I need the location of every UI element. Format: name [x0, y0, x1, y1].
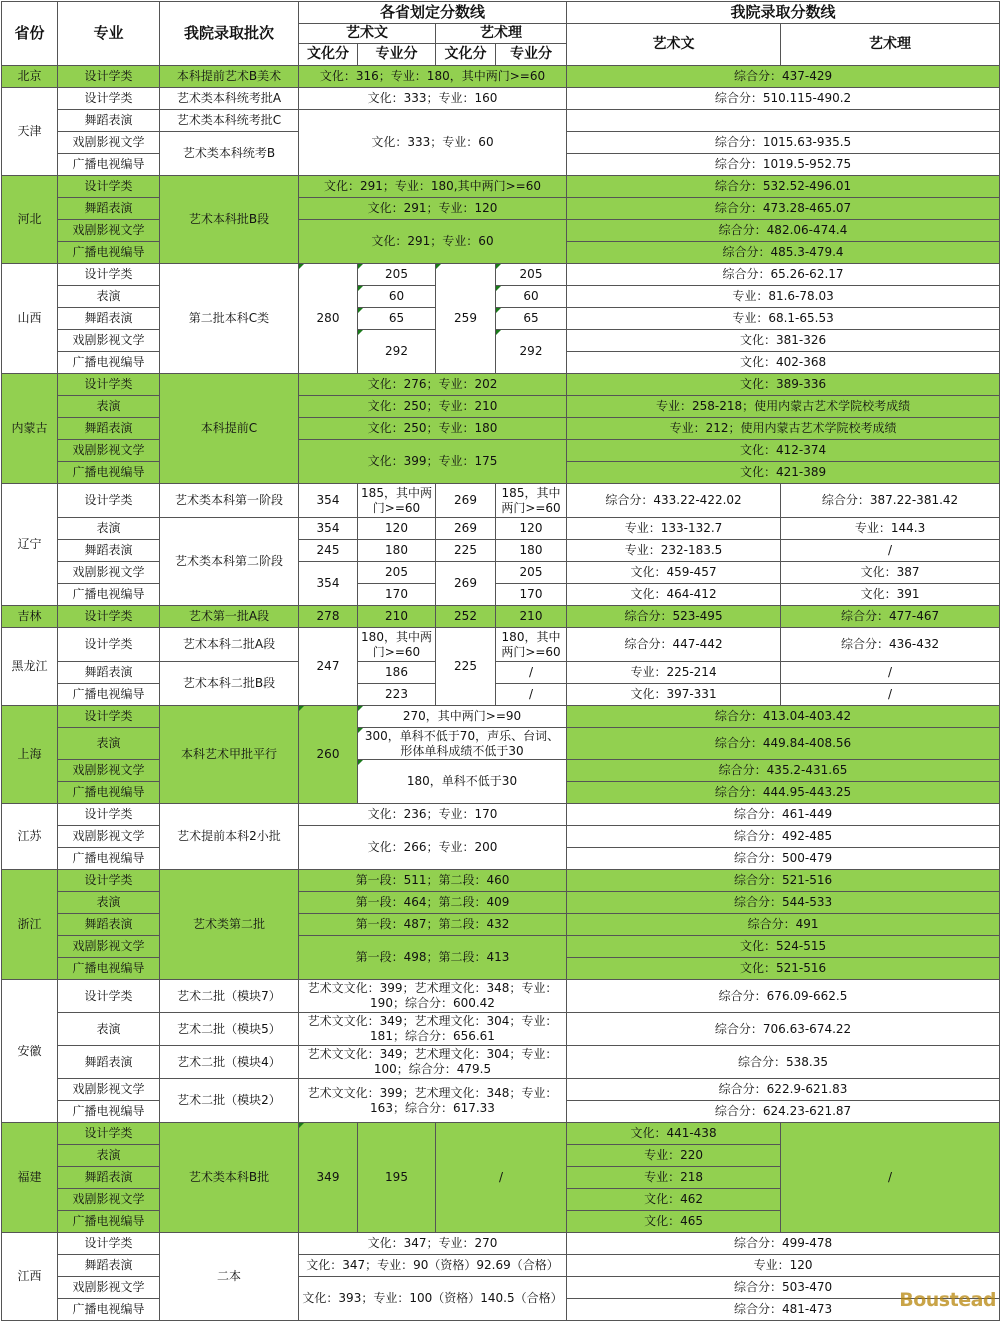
table-row — [2, 936, 1000, 958]
prof-cell: 270，其中两门>=90 — [358, 706, 567, 728]
major-cell: 戏剧影视文学 — [58, 936, 160, 958]
province-cell: 河北 — [2, 176, 58, 264]
result-cell: 综合分：538.35 — [567, 1046, 1000, 1079]
line-cell: 第一段：498；第二段：413 — [299, 936, 567, 980]
result-cell: 文化：402-368 — [567, 352, 1000, 374]
result-cell: 综合分：499-478 — [567, 1233, 1000, 1255]
result-li-cell: 专业：144.3 — [781, 518, 1000, 540]
table-row — [2, 396, 1000, 418]
line-cell: 艺术文文化：399；艺术理文化：348；专业：190；综合分：600.42 — [299, 980, 567, 1013]
major-cell: 戏剧影视文学 — [58, 440, 160, 462]
line-cell: 文化：399；专业：175 — [299, 440, 567, 484]
result-wen-cell: 专业：133-132.7 — [567, 518, 781, 540]
table-row — [2, 1123, 1000, 1145]
prof-wen-cell: 205 — [358, 264, 436, 286]
major-cell: 设计学类 — [58, 176, 160, 198]
header-arts-wen: 艺术文 — [299, 24, 436, 44]
table-row — [2, 198, 1000, 220]
table-row — [2, 286, 1000, 308]
culture-wen-cell: 354 — [299, 518, 358, 540]
result-cell: 专业：258-218；使用内蒙古艺术学院校考成绩 — [567, 396, 1000, 418]
major-cell: 舞蹈表演 — [58, 418, 160, 440]
batch-cell: 第二批本科C类 — [160, 264, 299, 374]
prof-li-cell: 60 — [496, 286, 567, 308]
prof-wen-cell: 223 — [358, 684, 436, 706]
line-cell: 文化：291；专业：180,其中两门>=60 — [299, 176, 567, 198]
result-cell: 综合分：521-516 — [567, 870, 1000, 892]
line-cell: 第一段：464；第二段：409 — [299, 892, 567, 914]
culture-wen-cell: 354 — [299, 484, 358, 518]
major-cell: 广播电视编导 — [58, 958, 160, 980]
batch-cell: 艺术类本科统考B — [160, 132, 299, 176]
major-cell: 设计学类 — [58, 628, 160, 662]
result-cell: 综合分：444.95-443.25 — [567, 782, 1000, 804]
major-cell: 广播电视编导 — [58, 352, 160, 374]
major-cell: 舞蹈表演 — [58, 914, 160, 936]
result-cell: 综合分：65.26-62.17 — [567, 264, 1000, 286]
result-li-cell: 综合分：436-432 — [781, 628, 1000, 662]
line-cell: 艺术文文化：349；艺术理文化：304；专业：181；综合分：656.61 — [299, 1013, 567, 1046]
result-li-cell: 综合分：477-467 — [781, 606, 1000, 628]
header-culture-li: 文化分 — [436, 44, 496, 66]
major-cell: 舞蹈表演 — [58, 1167, 160, 1189]
major-cell: 舞蹈表演 — [58, 110, 160, 132]
header-school-line: 我院录取分数线 — [567, 2, 1000, 24]
result-cell: 综合分：485.3-479.4 — [567, 242, 1000, 264]
batch-cell: 艺术本科二批A段 — [160, 628, 299, 662]
result-cell: 文化：389-336 — [567, 374, 1000, 396]
table-row — [2, 892, 1000, 914]
major-cell: 设计学类 — [58, 706, 160, 728]
result-cell: 综合分：461-449 — [567, 804, 1000, 826]
line-cell: 文化：316；专业：180，其中两门>=60 — [299, 66, 567, 88]
header-batch: 我院录取批次 — [160, 2, 299, 66]
province-cell: 天津 — [2, 88, 58, 176]
table-row — [2, 760, 1000, 782]
result-cell: 综合分：491 — [567, 914, 1000, 936]
line-cell: 文化：236；专业：170 — [299, 804, 567, 826]
result-cell: 综合分：500-479 — [567, 848, 1000, 870]
major-cell: 戏剧影视文学 — [58, 220, 160, 242]
province-cell: 吉林 — [2, 606, 58, 628]
table-row — [2, 176, 1000, 198]
header-province: 省份 — [2, 2, 58, 66]
province-cell: 辽宁 — [2, 484, 58, 606]
culture-li-cell: 269 — [436, 484, 496, 518]
major-cell: 设计学类 — [58, 264, 160, 286]
result-li-cell: / — [781, 684, 1000, 706]
table-row — [2, 706, 1000, 728]
result-cell: 专业：212；使用内蒙古艺术学院校考成绩 — [567, 418, 1000, 440]
result-cell: 文化：412-374 — [567, 440, 1000, 462]
result-cell: 综合分：1019.5-952.75 — [567, 154, 1000, 176]
table-row — [2, 330, 1000, 352]
province-cell: 江西 — [2, 1233, 58, 1321]
line-cell: 文化：333；专业：160 — [299, 88, 567, 110]
header-school-arts-wen: 艺术文 — [567, 24, 781, 66]
result-cell: 综合分：706.63-674.22 — [567, 1013, 1000, 1046]
major-cell: 设计学类 — [58, 1233, 160, 1255]
province-cell: 江苏 — [2, 804, 58, 870]
major-cell: 戏剧影视文学 — [58, 1079, 160, 1101]
prof-wen-cell: 292 — [358, 330, 436, 374]
prof-li-cell: 180，其中两门>=60 — [496, 628, 567, 662]
culture-wen-cell: 354 — [299, 562, 358, 606]
culture-li-cell: 269 — [436, 562, 496, 606]
admission-score-table — [1, 1, 1000, 1321]
result-wen-cell: 综合分：523-495 — [567, 606, 781, 628]
result-cell: 综合分：473.28-465.07 — [567, 198, 1000, 220]
major-cell: 表演 — [58, 1145, 160, 1167]
result-cell: 综合分：449.84-408.56 — [567, 728, 1000, 760]
prof-wen-cell: 180，其中两门>=60 — [358, 628, 436, 662]
table-row — [2, 684, 1000, 706]
major-cell: 广播电视编导 — [58, 242, 160, 264]
prof-li-cell: 180 — [496, 540, 567, 562]
batch-cell: 艺术本科二批B段 — [160, 662, 299, 706]
line-cell: 艺术文文化：349；艺术理文化：304；专业：100；综合分：479.5 — [299, 1046, 567, 1079]
major-cell: 广播电视编导 — [58, 462, 160, 484]
line-cell: 艺术文文化：399；艺术理文化：348；专业：163；综合分：617.33 — [299, 1079, 567, 1123]
major-cell: 广播电视编导 — [58, 848, 160, 870]
result-li-cell: / — [781, 662, 1000, 684]
table-row — [2, 518, 1000, 540]
culture-wen-cell: 245 — [299, 540, 358, 562]
result-wen-cell: 专业：220 — [567, 1145, 781, 1167]
major-cell: 舞蹈表演 — [58, 198, 160, 220]
major-cell: 戏剧影视文学 — [58, 330, 160, 352]
table-row — [2, 804, 1000, 826]
major-cell: 设计学类 — [58, 484, 160, 518]
major-cell: 舞蹈表演 — [58, 1255, 160, 1277]
result-cell: 专业：120 — [567, 1255, 1000, 1277]
line-cell: 文化：291；专业：120 — [299, 198, 567, 220]
culture-li-cell: 252 — [436, 606, 496, 628]
major-cell: 设计学类 — [58, 606, 160, 628]
batch-cell: 艺术类第二批 — [160, 870, 299, 980]
header-professional-li: 专业分 — [496, 44, 567, 66]
result-cell: 综合分：481-473 — [567, 1299, 1000, 1321]
result-wen-cell: 文化：397-331 — [567, 684, 781, 706]
result-wen-cell: 文化：462 — [567, 1189, 781, 1211]
table-row — [2, 628, 1000, 662]
header-provincial-line: 各省划定分数线 — [299, 2, 567, 24]
batch-cell: 本科艺术甲批平行 — [160, 706, 299, 804]
result-li-cell: / — [781, 1123, 1000, 1233]
table-row — [2, 66, 1000, 88]
major-cell: 设计学类 — [58, 88, 160, 110]
prof-wen-cell: 186 — [358, 662, 436, 684]
arts-li-cell: / — [436, 1123, 567, 1233]
culture-wen-cell: 349 — [299, 1123, 358, 1233]
major-cell: 广播电视编导 — [58, 1211, 160, 1233]
batch-cell: 艺术类本科统考批A — [160, 88, 299, 110]
result-wen-cell: 文化：441-438 — [567, 1123, 781, 1145]
result-wen-cell: 专业：232-183.5 — [567, 540, 781, 562]
line-cell: 文化：250；专业：210 — [299, 396, 567, 418]
province-cell: 黑龙江 — [2, 628, 58, 706]
major-cell: 表演 — [58, 1013, 160, 1046]
line-cell: 文化：276；专业：202 — [299, 374, 567, 396]
major-cell: 设计学类 — [58, 870, 160, 892]
header-professional-wen: 专业分 — [358, 44, 436, 66]
culture-li-cell: 225 — [436, 540, 496, 562]
line-cell: 第一段：487；第二段：432 — [299, 914, 567, 936]
major-cell: 戏剧影视文学 — [58, 760, 160, 782]
table-row — [2, 584, 1000, 606]
table-row — [2, 220, 1000, 242]
culture-wen-cell: 280 — [299, 264, 358, 374]
prof-li-cell: / — [496, 662, 567, 684]
table-row — [2, 980, 1000, 1013]
result-cell: 综合分：503-470 — [567, 1277, 1000, 1299]
line-cell: 文化：291；专业：60 — [299, 220, 567, 264]
result-wen-cell: 文化：465 — [567, 1211, 781, 1233]
prof-li-cell: 292 — [496, 330, 567, 374]
batch-cell: 本科提前艺术B美术 — [160, 66, 299, 88]
major-cell: 舞蹈表演 — [58, 308, 160, 330]
header-culture-wen: 文化分 — [299, 44, 358, 66]
batch-cell: 艺术类本科统考批C — [160, 110, 299, 132]
major-cell: 戏剧影视文学 — [58, 562, 160, 584]
watermark-logo: Boustead — [899, 1289, 996, 1311]
table-row — [2, 662, 1000, 684]
major-cell: 广播电视编导 — [58, 782, 160, 804]
batch-cell: 艺术二批（模块2） — [160, 1079, 299, 1123]
batch-cell: 二本 — [160, 1233, 299, 1321]
table-row — [2, 728, 1000, 760]
result-cell: 综合分：676.09-662.5 — [567, 980, 1000, 1013]
prof-li-cell: 120 — [496, 518, 567, 540]
table-row — [2, 870, 1000, 892]
culture-wen-cell: 247 — [299, 628, 358, 706]
table-row — [2, 1046, 1000, 1079]
table-row — [2, 1233, 1000, 1255]
prof-wen-cell: 60 — [358, 286, 436, 308]
major-cell: 舞蹈表演 — [58, 540, 160, 562]
line-cell: 文化：347；专业：270 — [299, 1233, 567, 1255]
province-cell: 福建 — [2, 1123, 58, 1233]
batch-cell: 艺术类本科B批 — [160, 1123, 299, 1233]
culture-li-cell: 269 — [436, 518, 496, 540]
result-cell: 文化：524-515 — [567, 936, 1000, 958]
prof-li-cell: 65 — [496, 308, 567, 330]
prof-wen-cell: 195 — [358, 1123, 436, 1233]
major-cell: 设计学类 — [58, 980, 160, 1013]
result-li-cell: 综合分：387.22-381.42 — [781, 484, 1000, 518]
result-cell: 综合分：532.52-496.01 — [567, 176, 1000, 198]
batch-cell: 艺术类本科第二阶段 — [160, 518, 299, 606]
line-cell: 文化：333；专业：60 — [299, 110, 567, 176]
result-cell: 综合分：437-429 — [567, 66, 1000, 88]
prof-li-cell: 210 — [496, 606, 567, 628]
result-cell: 综合分：544-533 — [567, 892, 1000, 914]
batch-cell: 艺术二批（模块5） — [160, 1013, 299, 1046]
table-row — [2, 308, 1000, 330]
major-cell: 戏剧影视文学 — [58, 826, 160, 848]
culture-cell: 260 — [299, 706, 358, 804]
result-cell: 综合分：622.9-621.83 — [567, 1079, 1000, 1101]
major-cell: 戏剧影视文学 — [58, 1277, 160, 1299]
line-cell: 文化：347；专业：90（资格）92.69（合格） — [299, 1255, 567, 1277]
table-row — [2, 1255, 1000, 1277]
table-row — [2, 914, 1000, 936]
result-cell: 综合分：624.23-621.87 — [567, 1101, 1000, 1123]
prof-li-cell: 205 — [496, 562, 567, 584]
table-row — [2, 484, 1000, 518]
province-cell: 浙江 — [2, 870, 58, 980]
line-cell: 文化：266；专业：200 — [299, 826, 567, 870]
prof-wen-cell: 180 — [358, 540, 436, 562]
batch-cell: 艺术本科批B段 — [160, 176, 299, 264]
prof-wen-cell: 210 — [358, 606, 436, 628]
major-cell: 舞蹈表演 — [58, 1046, 160, 1079]
major-cell: 设计学类 — [58, 1123, 160, 1145]
culture-li-cell: 225 — [436, 628, 496, 706]
batch-cell: 艺术类本科第一阶段 — [160, 484, 299, 518]
result-cell: 综合分：413.04-403.42 — [567, 706, 1000, 728]
line-cell: 文化：393；专业：100（资格）140.5（合格） — [299, 1277, 567, 1321]
major-cell: 表演 — [58, 728, 160, 760]
table-row — [2, 88, 1000, 110]
batch-cell: 艺术提前本科2小批 — [160, 804, 299, 870]
table-row — [2, 1079, 1000, 1101]
header-major: 专业 — [58, 2, 160, 66]
major-cell: 戏剧影视文学 — [58, 1189, 160, 1211]
culture-li-cell: 259 — [436, 264, 496, 374]
major-cell: 广播电视编导 — [58, 684, 160, 706]
result-cell: 文化：421-389 — [567, 462, 1000, 484]
result-cell: 综合分：435.2-431.65 — [567, 760, 1000, 782]
major-cell: 表演 — [58, 892, 160, 914]
major-cell: 戏剧影视文学 — [58, 132, 160, 154]
result-li-cell: / — [781, 540, 1000, 562]
result-cell: 专业：81.6-78.03 — [567, 286, 1000, 308]
header-arts-li: 艺术理 — [436, 24, 567, 44]
major-cell: 表演 — [58, 396, 160, 418]
culture-wen-cell: 278 — [299, 606, 358, 628]
result-cell: 专业：68.1-65.53 — [567, 308, 1000, 330]
line-cell: 第一段：511；第二段：460 — [299, 870, 567, 892]
result-cell: 文化：381-326 — [567, 330, 1000, 352]
major-cell: 广播电视编导 — [58, 1101, 160, 1123]
batch-cell: 艺术二批（模块7） — [160, 980, 299, 1013]
result-cell-empty — [567, 110, 1000, 132]
prof-li-cell: / — [496, 684, 567, 706]
header-school-arts-li: 艺术理 — [781, 24, 1000, 66]
major-cell: 广播电视编导 — [58, 154, 160, 176]
table-row — [2, 1277, 1000, 1299]
major-cell: 广播电视编导 — [58, 1299, 160, 1321]
prof-wen-cell: 65 — [358, 308, 436, 330]
result-cell: 综合分：492-485 — [567, 826, 1000, 848]
table-row — [2, 562, 1000, 584]
table-row — [2, 826, 1000, 848]
result-wen-cell: 专业：218 — [567, 1167, 781, 1189]
result-cell: 综合分：482.06-474.4 — [567, 220, 1000, 242]
province-cell: 北京 — [2, 66, 58, 88]
major-cell: 舞蹈表演 — [58, 662, 160, 684]
result-wen-cell: 文化：464-412 — [567, 584, 781, 606]
table-row — [2, 1013, 1000, 1046]
major-cell: 设计学类 — [58, 804, 160, 826]
table-row — [2, 440, 1000, 462]
result-cell: 文化：521-516 — [567, 958, 1000, 980]
batch-cell: 本科提前C — [160, 374, 299, 484]
major-cell: 表演 — [58, 518, 160, 540]
province-cell: 安徽 — [2, 980, 58, 1123]
prof-li-cell: 205 — [496, 264, 567, 286]
major-cell: 设计学类 — [58, 374, 160, 396]
table-row — [2, 418, 1000, 440]
province-cell: 内蒙古 — [2, 374, 58, 484]
table-row — [2, 606, 1000, 628]
province-cell: 上海 — [2, 706, 58, 804]
result-wen-cell: 综合分：433.22-422.02 — [567, 484, 781, 518]
major-cell: 表演 — [58, 286, 160, 308]
result-wen-cell: 综合分：447-442 — [567, 628, 781, 662]
province-cell: 山西 — [2, 264, 58, 374]
table-row — [2, 110, 1000, 132]
major-cell: 广播电视编导 — [58, 584, 160, 606]
prof-wen-cell: 170 — [358, 584, 436, 606]
result-li-cell: 文化：387 — [781, 562, 1000, 584]
result-li-cell: 文化：391 — [781, 584, 1000, 606]
prof-cell: 180，单科不低于30 — [358, 760, 567, 804]
result-wen-cell: 文化：459-457 — [567, 562, 781, 584]
result-cell: 综合分：1015.63-935.5 — [567, 132, 1000, 154]
prof-wen-cell: 185，其中两门>=60 — [358, 484, 436, 518]
batch-cell: 艺术第一批A段 — [160, 606, 299, 628]
batch-cell: 艺术二批（模块4） — [160, 1046, 299, 1079]
result-cell: 综合分：510.115-490.2 — [567, 88, 1000, 110]
prof-wen-cell: 205 — [358, 562, 436, 584]
prof-cell: 300，单科不低于70，声乐、台词、形体单科成绩不低于30 — [358, 728, 567, 760]
table-row — [2, 540, 1000, 562]
table-row — [2, 374, 1000, 396]
line-cell: 文化：250；专业：180 — [299, 418, 567, 440]
prof-li-cell: 170 — [496, 584, 567, 606]
major-cell: 设计学类 — [58, 66, 160, 88]
table-row — [2, 264, 1000, 286]
result-wen-cell: 专业：225-214 — [567, 662, 781, 684]
prof-li-cell: 185，其中两门>=60 — [496, 484, 567, 518]
prof-wen-cell: 120 — [358, 518, 436, 540]
